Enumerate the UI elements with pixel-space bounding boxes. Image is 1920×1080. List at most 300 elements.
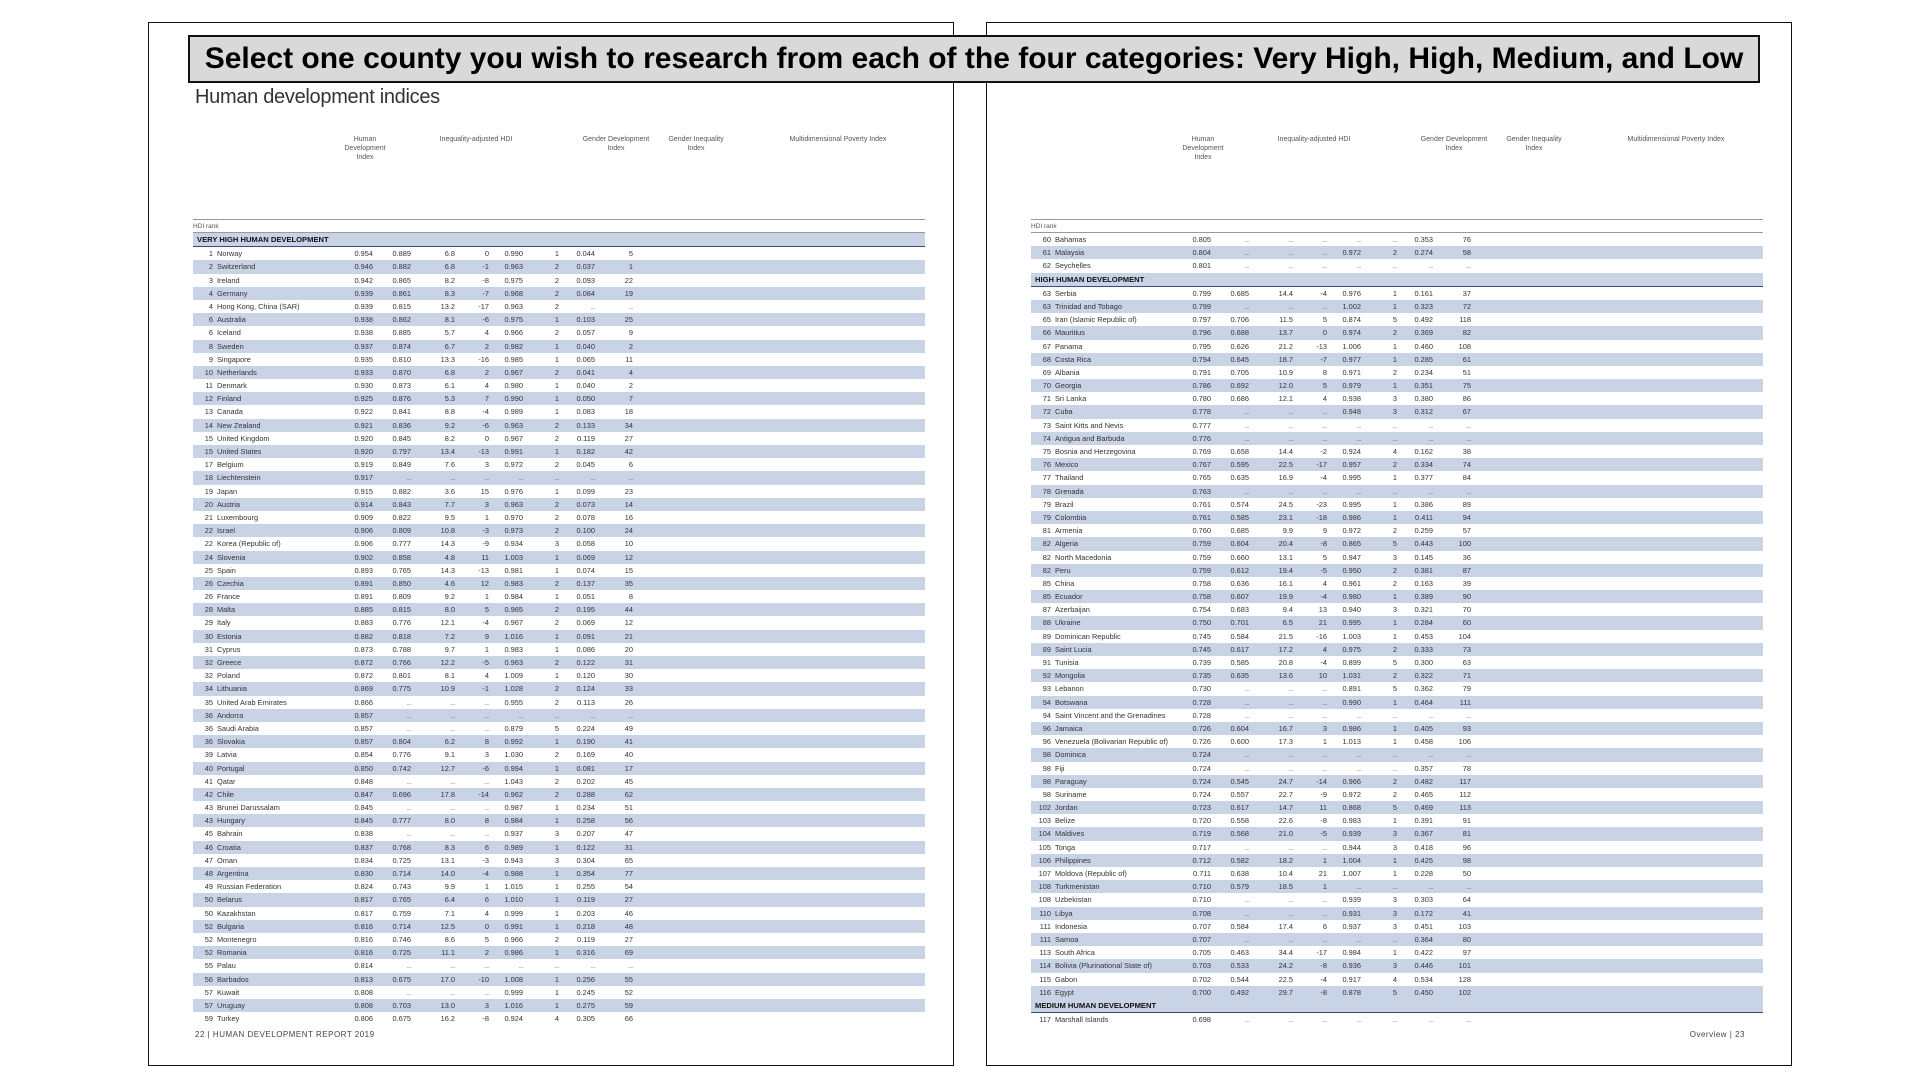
- cell-diff: 6: [484, 842, 489, 852]
- cell-hdi: 0.786: [1192, 381, 1211, 391]
- cell-loss: ..: [1288, 235, 1293, 244]
- cell-hdi: 0.797: [1192, 315, 1211, 325]
- cell-gdi: ..: [1356, 420, 1361, 430]
- cell-hdi: 0.724: [1192, 789, 1211, 799]
- cell-diff: -4: [1320, 974, 1327, 984]
- cell-rank: 105: [1038, 842, 1051, 852]
- cell-rank: 70: [1042, 381, 1051, 391]
- cell-gdi: 0.986: [1342, 512, 1361, 522]
- cell-diff: -4: [1320, 592, 1327, 602]
- cell-loss: 22.7: [1278, 789, 1293, 799]
- cell-hdi: 0.806: [354, 1014, 373, 1024]
- cell-country: United States: [217, 447, 262, 456]
- cell-giir: 56: [624, 816, 633, 826]
- cell-rank: 66: [1042, 328, 1051, 338]
- cell-gdi: 0.984: [1342, 948, 1361, 958]
- cell-rank: 32: [204, 658, 213, 667]
- cell-country: Sri Lanka: [1055, 394, 1087, 404]
- table-row: [193, 511, 925, 524]
- cell-giir: 36: [1462, 552, 1471, 562]
- cell-rank: 6: [208, 315, 213, 325]
- cell-country: Venezuela (Bolivarian Republic of): [1055, 737, 1168, 747]
- cell-grp: 1: [554, 354, 559, 364]
- cell-gdi: 0.991: [504, 921, 523, 931]
- cell-giir: 26: [624, 697, 633, 707]
- table-row: [193, 353, 925, 366]
- cell-loss: ..: [450, 961, 455, 971]
- cell-giir: 39: [1462, 578, 1471, 588]
- cell-hdi: 0.902: [354, 552, 373, 562]
- cell-giir: 6: [628, 460, 633, 470]
- cell-diff: -16: [478, 354, 489, 364]
- cell-grp: 1: [554, 447, 559, 456]
- table-row: [1031, 788, 1763, 801]
- cell-ihdi: ..: [1244, 684, 1249, 694]
- cell-gdi: 1.015: [504, 882, 523, 892]
- section-header: [1031, 273, 1763, 287]
- cell-hdi: 0.909: [354, 512, 373, 522]
- cell-rank: 89: [1042, 631, 1051, 641]
- cell-ihdi: 0.765: [392, 565, 411, 575]
- cell-grp: 1: [1392, 499, 1397, 509]
- cell-giir: 8: [628, 592, 633, 602]
- cell-gdi: 0.983: [1342, 816, 1361, 826]
- table-row: [193, 603, 925, 616]
- cell-giir: 87: [1462, 565, 1471, 575]
- cell-rank: 67: [1042, 341, 1051, 351]
- cell-ihdi: 0.706: [1230, 315, 1249, 325]
- cell-grp: 2: [554, 697, 559, 707]
- cell-rank: 3: [208, 275, 213, 285]
- cell-rank: 61: [1042, 248, 1051, 258]
- table-row: [193, 471, 925, 484]
- cell-gii: 0.245: [576, 987, 595, 997]
- cell-grp: 1: [1392, 512, 1397, 522]
- cell-loss: ..: [1288, 248, 1293, 258]
- cell-loss: ..: [1288, 710, 1293, 720]
- cell-hdi: 0.765: [1192, 473, 1211, 483]
- cell-gdi: 0.990: [504, 394, 523, 404]
- cell-giir: 117: [1459, 776, 1471, 786]
- cell-ihdi: 0.675: [392, 974, 411, 984]
- cell-hdi: 0.726: [1192, 737, 1211, 747]
- cell-diff: -4: [482, 869, 489, 878]
- cell-gdi: 0.938: [1342, 394, 1361, 404]
- cell-loss: 8.8: [444, 407, 455, 417]
- cell-giir: 5: [628, 249, 633, 259]
- cell-country: Trinidad and Tobago: [1055, 301, 1122, 311]
- table-row: [193, 841, 925, 854]
- table-row: [1031, 366, 1763, 379]
- cell-gii: 0.367: [1414, 829, 1433, 839]
- cell-grp: 5: [1392, 684, 1397, 694]
- cell-ihdi: 0.558: [1230, 816, 1249, 826]
- table-row: [1031, 287, 1763, 300]
- cell-diff: -13: [478, 565, 489, 575]
- cell-diff: 3: [1322, 723, 1327, 733]
- section-header: [193, 233, 925, 247]
- cell-giir: 60: [1462, 618, 1471, 628]
- cell-country: Georgia: [1055, 381, 1082, 391]
- cell-gii: 0.182: [576, 447, 595, 456]
- cell-diff: ..: [484, 776, 489, 786]
- table-row: [193, 326, 925, 339]
- cell-grp: 1: [554, 671, 559, 681]
- table-row: [1031, 498, 1763, 511]
- cell-ihdi: 0.574: [1230, 499, 1249, 509]
- cell-grp: 1: [554, 974, 559, 984]
- cell-loss: 9.4: [1282, 605, 1293, 615]
- cell-diff: 7: [484, 394, 489, 404]
- cell-gdi: 0.988: [504, 869, 523, 878]
- cell-hdi: 0.838: [354, 829, 373, 839]
- cell-hdi: 0.728: [1192, 710, 1211, 720]
- cell-ihdi: 0.797: [392, 447, 411, 456]
- cell-gii: 0.086: [576, 644, 595, 654]
- cell-gdi: ..: [1356, 235, 1361, 244]
- table-row: [193, 946, 925, 959]
- table-row: [1031, 564, 1763, 577]
- cell-loss: 12.1: [1278, 394, 1293, 404]
- cell-diff: 6: [1322, 921, 1327, 931]
- cell-hdi: 0.817: [354, 895, 373, 905]
- table-row: [193, 999, 925, 1012]
- cell-gii: 0.534: [1414, 974, 1433, 984]
- cell-gdi: 0.868: [1342, 803, 1361, 813]
- cell-hdi: 0.777: [1192, 420, 1211, 430]
- cell-rank: 108: [1038, 895, 1051, 905]
- cell-gdi: ..: [518, 961, 523, 971]
- cell-gdi: 0.984: [504, 816, 523, 826]
- cell-gdi: 1.016: [504, 1000, 523, 1010]
- cell-ihdi: ..: [1244, 261, 1249, 271]
- cell-hdi: 0.759: [1192, 539, 1211, 549]
- cell-country: Netherlands: [217, 367, 257, 377]
- cell-grp: 2: [1392, 578, 1397, 588]
- cell-loss: 17.2: [1278, 644, 1293, 654]
- cell-giir: 104: [1458, 631, 1471, 641]
- cell-grp: 3: [1392, 605, 1397, 615]
- table-row: [1031, 801, 1763, 814]
- cell-hdi: 0.799: [1192, 301, 1211, 311]
- cell-hdi: 0.938: [354, 315, 373, 325]
- cell-giir: 80: [1462, 934, 1471, 944]
- cell-gdi: 0.931: [1342, 908, 1361, 918]
- table-row: [193, 788, 925, 801]
- cell-country: Slovakia: [217, 737, 245, 747]
- cell-ihdi: 0.845: [392, 433, 411, 443]
- cell-loss: 6.7: [444, 341, 455, 351]
- cell-loss: ..: [1288, 301, 1293, 311]
- cell-giir: 96: [1462, 842, 1471, 852]
- cell-diff: -4: [1320, 473, 1327, 483]
- cell-giir: 76: [1462, 235, 1471, 244]
- cell-grp: 2: [554, 499, 559, 509]
- cell-rank: 63: [1042, 288, 1051, 298]
- cell-ihdi: 0.815: [392, 301, 411, 311]
- cell-gdi: ..: [518, 710, 523, 720]
- cell-gdi: ..: [1356, 261, 1361, 271]
- cell-giir: 71: [1462, 671, 1471, 681]
- cell-gdi: 0.966: [504, 328, 523, 338]
- cell-rank: 60: [1042, 235, 1051, 244]
- cell-rank: 20: [204, 499, 213, 509]
- cell-ihdi: 0.862: [392, 315, 411, 325]
- cell-diff: ..: [484, 697, 489, 707]
- cell-gdi: 1.009: [504, 671, 523, 681]
- cell-country: Japan: [217, 486, 238, 496]
- cell-diff: ..: [1322, 934, 1327, 944]
- table-row: [1031, 814, 1763, 827]
- cell-gii: 0.389: [1414, 592, 1433, 602]
- cell-loss: 8.3: [444, 842, 455, 852]
- cell-gii: ..: [1428, 882, 1433, 892]
- cell-hdi: 0.805: [1192, 235, 1211, 244]
- cell-gdi: 0.924: [1342, 447, 1361, 456]
- cell-country: Indonesia: [1055, 921, 1088, 931]
- cell-ihdi: 0.533: [1230, 961, 1249, 971]
- cell-gii: 0.255: [576, 882, 595, 892]
- cell-diff: ..: [1322, 895, 1327, 905]
- cell-rank: 93: [1042, 684, 1051, 694]
- cell-rank: 65: [1042, 315, 1051, 325]
- cell-grp: 1: [554, 381, 559, 391]
- table-row: [193, 485, 925, 498]
- cell-rank: 26: [204, 578, 213, 588]
- cell-gdi: 0.943: [504, 855, 523, 865]
- cell-country: Poland: [217, 671, 241, 681]
- table-row: [1031, 577, 1763, 590]
- cell-grp: ..: [554, 473, 559, 483]
- cell-gii: 0.122: [576, 842, 595, 852]
- cell-rank: 87: [1042, 605, 1051, 615]
- cell-giir: 37: [1462, 288, 1471, 298]
- cell-hdi: 0.791: [1192, 367, 1211, 377]
- cell-grp: 4: [554, 1014, 559, 1024]
- cell-loss: 7.1: [444, 908, 455, 918]
- cell-country: Hong Kong, China (SAR): [217, 301, 300, 311]
- cell-grp: ..: [1392, 486, 1397, 496]
- cell-country: Antigua and Barbuda: [1055, 433, 1125, 443]
- cell-diff: ..: [1322, 433, 1327, 443]
- cell-hdi: 0.724: [1192, 776, 1211, 786]
- cell-rank: 59: [204, 1014, 213, 1024]
- cell-hdi: 0.759: [1192, 552, 1211, 562]
- cell-gdi: 0.987: [504, 803, 523, 813]
- cell-giir: 24: [624, 526, 633, 536]
- cell-gdi: 0.995: [1342, 499, 1361, 509]
- table-row: [193, 1012, 925, 1025]
- cell-country: Bahamas: [1055, 235, 1087, 244]
- cell-country: Saint Kitts and Nevis: [1055, 420, 1124, 430]
- cell-loss: ..: [1288, 908, 1293, 918]
- cell-diff: 1: [484, 512, 489, 522]
- cell-ihdi: 0.759: [392, 908, 411, 918]
- cell-giir: 20: [624, 644, 633, 654]
- cell-rank: 85: [1042, 578, 1051, 588]
- table-row: [1031, 682, 1763, 695]
- cell-diff: 4: [484, 328, 489, 338]
- cell-gdi: 1.003: [1342, 631, 1361, 641]
- cell-ihdi: 0.841: [392, 407, 411, 417]
- cell-diff: ..: [1322, 750, 1327, 760]
- cell-hdi: 0.857: [354, 737, 373, 747]
- cell-giir: 72: [1462, 301, 1471, 311]
- cell-country: Cyprus: [217, 644, 241, 654]
- table-header-right: [1031, 135, 1763, 235]
- cell-gii: 0.256: [576, 974, 595, 984]
- cell-country: Mauritius: [1055, 328, 1085, 338]
- table-row: [193, 313, 925, 326]
- cell-country: Romania: [217, 948, 247, 958]
- cell-grp: 1: [554, 763, 559, 773]
- cell-grp: 2: [1392, 248, 1397, 258]
- cell-diff: -3: [482, 855, 489, 865]
- cell-diff: -13: [478, 447, 489, 456]
- cell-gii: 0.482: [1414, 776, 1433, 786]
- cell-country: Albania: [1055, 367, 1080, 377]
- cell-gii: 0.069: [576, 618, 595, 628]
- cell-grp: 1: [1392, 381, 1397, 391]
- cell-rank: 69: [1042, 367, 1051, 377]
- cell-loss: ..: [1288, 407, 1293, 417]
- cell-ihdi: 0.858: [392, 552, 411, 562]
- cell-country: Grenada: [1055, 486, 1084, 496]
- cell-hdi: 0.946: [354, 262, 373, 272]
- cell-giir: 27: [624, 895, 633, 905]
- table-row: [193, 893, 925, 906]
- cell-ihdi: 0.685: [1230, 526, 1249, 536]
- table-row: [193, 643, 925, 656]
- cell-diff: 1: [484, 882, 489, 892]
- cell-gii: 0.364: [1414, 934, 1433, 944]
- cell-grp: 1: [1392, 869, 1397, 878]
- table-row: [1031, 485, 1763, 498]
- cell-gii: 0.323: [1414, 301, 1433, 311]
- header-gii: Gender Inequality Index: [1506, 136, 1562, 152]
- cell-grp: 2: [554, 512, 559, 522]
- cell-gii: 0.357: [1414, 763, 1433, 773]
- cell-rank: 6: [208, 328, 213, 338]
- cell-giir: 93: [1462, 723, 1471, 733]
- cell-giir: 31: [624, 658, 633, 667]
- cell-loss: 12.7: [440, 763, 455, 773]
- cell-diff: -5: [482, 658, 489, 667]
- cell-hdi: 0.813: [354, 974, 373, 984]
- cell-rank: 85: [1042, 592, 1051, 602]
- cell-ihdi: ..: [1244, 908, 1249, 918]
- cell-grp: 1: [554, 803, 559, 813]
- cell-rank: 62: [1042, 261, 1051, 271]
- cell-gdi: 0.963: [504, 420, 523, 430]
- cell-grp: 2: [554, 262, 559, 272]
- cell-gdi: ..: [1356, 486, 1361, 496]
- cell-giir: 2: [628, 341, 633, 351]
- cell-diff: 10: [1318, 671, 1327, 681]
- cell-hdi: 0.882: [354, 631, 373, 641]
- table-header-left: [193, 135, 925, 235]
- cell-gdi: 1.003: [504, 552, 523, 562]
- cell-loss: 21.0: [1278, 829, 1293, 839]
- cell-gdi: ..: [1356, 750, 1361, 760]
- cell-gdi: 0.968: [504, 288, 523, 298]
- table-row: [193, 867, 925, 880]
- cell-rank: 79: [1042, 499, 1051, 509]
- table-row: [193, 458, 925, 471]
- table-row: [193, 498, 925, 511]
- cell-grp: 1: [1392, 301, 1397, 311]
- cell-country: Gabon: [1055, 974, 1078, 984]
- cell-ihdi: ..: [406, 710, 411, 720]
- cell-rank: 32: [204, 671, 213, 681]
- cell-ihdi: 0.582: [1230, 855, 1249, 865]
- cell-loss: 24.5: [1278, 499, 1293, 509]
- table-row: [193, 682, 925, 695]
- cell-gdi: 0.972: [1342, 789, 1361, 799]
- cell-gdi: ..: [1356, 710, 1361, 720]
- cell-ihdi: ..: [406, 776, 411, 786]
- cell-loss: ..: [1288, 763, 1293, 773]
- cell-hdi: 0.933: [354, 367, 373, 377]
- cell-rank: 25: [204, 565, 213, 575]
- cell-gii: 0.464: [1414, 697, 1433, 707]
- cell-loss: 19.4: [1278, 565, 1293, 575]
- cell-country: Peru: [1055, 565, 1071, 575]
- table-row: [193, 907, 925, 920]
- cell-diff: ..: [484, 710, 489, 720]
- cell-gdi: 0.939: [1342, 829, 1361, 839]
- cell-ihdi: 0.714: [392, 869, 411, 878]
- cell-gii: 0.418: [1414, 842, 1433, 852]
- cell-country: Finland: [217, 394, 242, 404]
- cell-giir: 77: [624, 869, 633, 878]
- cell-ihdi: 0.463: [1230, 948, 1249, 958]
- cell-gdi: ..: [1356, 433, 1361, 443]
- cell-ihdi: 0.636: [1230, 578, 1249, 588]
- cell-giir: ..: [1466, 710, 1471, 720]
- cell-diff: -6: [482, 763, 489, 773]
- cell-diff: 3: [484, 460, 489, 470]
- cell-grp: 1: [1392, 723, 1397, 733]
- cell-loss: 14.0: [440, 869, 455, 878]
- cell-country: Denmark: [217, 381, 247, 391]
- cell-rank: 98: [1042, 763, 1051, 773]
- table-row: [193, 524, 925, 537]
- cell-hdi: 0.872: [354, 658, 373, 667]
- cell-country: Saint Lucia: [1055, 644, 1092, 654]
- table-row: [1031, 313, 1763, 326]
- cell-rank: 111: [1039, 934, 1051, 944]
- cell-grp: 1: [554, 1000, 559, 1010]
- cell-gii: 0.300: [1414, 658, 1433, 667]
- cell-diff: -8: [482, 275, 489, 285]
- cell-giir: 86: [1462, 394, 1471, 404]
- cell-ihdi: 0.725: [392, 855, 411, 865]
- cell-gii: 0.351: [1414, 381, 1433, 391]
- cell-gii: 0.081: [576, 763, 595, 773]
- cell-gdi: 0.955: [504, 697, 523, 707]
- cell-diff: 3: [484, 1000, 489, 1010]
- cell-gii: ..: [590, 473, 595, 483]
- cell-gii: 0.224: [576, 723, 595, 733]
- cell-giir: 66: [624, 1014, 633, 1024]
- cell-gii: 0.057: [576, 328, 595, 338]
- cell-grp: 1: [554, 987, 559, 997]
- cell-diff: 1: [1322, 882, 1327, 892]
- page-footer-left: 22 | HUMAN DEVELOPMENT REPORT 2019: [195, 1030, 375, 1039]
- table-row: [193, 537, 925, 550]
- cell-rank: 98: [1042, 776, 1051, 786]
